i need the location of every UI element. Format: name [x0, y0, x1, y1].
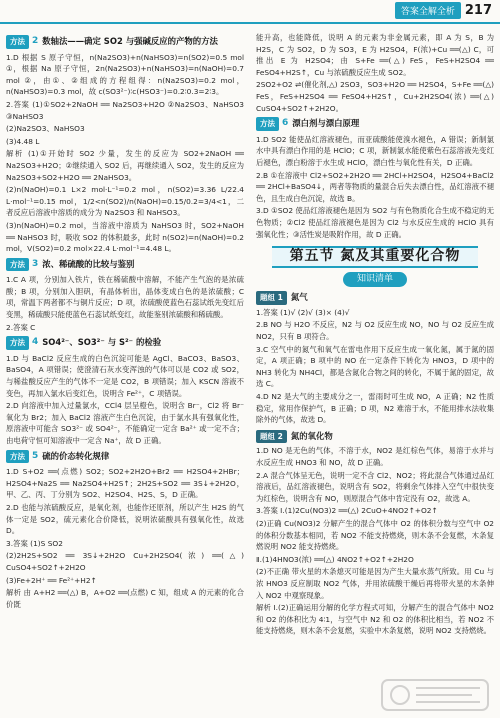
topic-title: 氮气 — [290, 292, 308, 303]
method-title: 数轴法——确定 SO2 与强碱反应的产物的方法 — [42, 36, 218, 46]
answer-paragraph: 解析 (1)①开始时 SO2 少量，发生的反应为 SO2+2NaOH ══ Na2SO3+H2O；②继续通入 SO2 后，再继续通入 SO2，发生的反应为 Na2SO3+SO2+H2O ══ 2NaHSO3。 — [6, 149, 244, 182]
method-title: 漂白剂与漂白原理 — [292, 118, 360, 129]
method-heading — [6, 450, 244, 464]
method-tag: 方法 — [6, 35, 29, 49]
method-number: 2 — [32, 36, 39, 46]
method-tag: 方法 — [6, 450, 29, 464]
answer-paragraph: 2.B ①在溶液中 Cl2+SO2+2H2O ══ 2HCl+H2SO4，H2SO4+BaCl2 ══ 2HCl+BaSO4↓，两者等物质的量混合后失去漂白性，品红溶液不褪色，且生成白色沉淀，故选 B。 — [256, 170, 494, 203]
answer-paragraph: 能升高，也能降低，说明 A 的元素为非金属元素，即 A 为 S，B 为 H2S，C 为 SO2，D 为 SO3，E 为 H2SO4，F(浓)+Cu ══(△) C，可推出 E 为 H2SO4；由 S+Fe ══(△) FeS，FeS+H2SO4 ══ FeSO4+H2S↑，Cu 与浓硫酸反应生成 SO2。 — [256, 33, 494, 77]
method-number: 5 — [32, 450, 39, 461]
answer-paragraph: 2.答案 (1)①SO2+2NaOH ══ Na2SO3+H2O ②Na2SO3、NaHSO3 ③NaHSO3 — [6, 99, 244, 121]
section-title: 第五节 氮及其重要化合物 — [272, 246, 479, 268]
answer-paragraph: (2)2H2S+SO2 ══ 3S↓+2H2O Cu+2H2SO4(浓) ══(△) CuSO4+SO2↑+2H2O — [6, 551, 244, 572]
topic-title: 氮的氧化物 — [290, 430, 333, 441]
right-bottom-block — [256, 291, 494, 637]
answer-paragraph: 解析 Ⅰ.(2)正确运用分解的化学方程式可知，分解产生的混合气体中 NO2 和 O2 的体积比为 4∶1，与空气中 N2 和 O2 的体积比相当，若 NO2 不能支持燃烧，则木条不会复燃，实验中木条复燃，说明 NO2 支持燃烧。 — [256, 603, 494, 636]
method-tag: 方法 — [256, 117, 279, 131]
answer-paragraph: (3)n(NaOH)=0.2 mol，当溶液中溶质为 NaHSO3 时，SO2+NaOH ══ NaHSO3 时，吸收 SO2 的体积最多，此时 n(SO2)=n(NaOH)=0.2 mol，V(SO2)=0.2 mol×22.4 L·mol⁻¹=4.48 L。 — [6, 220, 244, 254]
method-number: 6 — [282, 118, 289, 129]
answer-paragraph: Ⅱ.(1)4HNO3(浓) ══(△) 4NO2↑+O2↑+2H2O — [256, 554, 414, 564]
answer-paragraph: 1.D 根据 S 原子守恒，n(Na2SO3)+n(NaHSO3)=n(SO2)=0.5 mol ①，根据 Na 原子守恒，2n(Na2SO3)+n(NaHSO3)=n(NaOH)=0.7 mol ②，由①、②组成的方程组得：n(Na2SO3)=0.2 mol，n(NaHSO3)=0.3 mol，故 c(SO3²⁻)∶c(HSO3⁻)=0.2∶0.3=2∶3。 — [6, 52, 244, 97]
method-tag: 方法 — [6, 258, 29, 272]
answer-paragraph: 2.D 也能与浓硫酸反应，是氧化剂，也能作还原剂，所以产生 H2S 的气体一定是 SO2，硫元素化合价降低，说明浓硫酸具有强氧化性，故选 D。 — [6, 502, 244, 536]
answer-paragraph: 1.C A 项，分别加入铁片，铁在稀硫酸中溶解，不能产生气泡的是浓硫酸；B 项，分别加入胆矾，有晶体析出，晶体变成白色的是浓硫酸；C 项，常温下两者都不与铜片反应；D 项，浓硫酸使蓝色石蕊试纸先变红后变黑，稀硫酸只能使蓝色石蕊试纸变红，故能鉴别浓硫酸和稀硫酸。 — [6, 275, 244, 320]
left-column — [6, 32, 244, 712]
page-number: 217 — [464, 3, 492, 18]
method-heading — [6, 336, 244, 350]
answer-paragraph: 2.B NO 与 H2O 不反应，N2 与 O2 反应生成 NO，NO 与 O2 反应生成 NO2，只有 B 项符合。 — [256, 320, 494, 342]
topic-heading — [256, 291, 494, 305]
answer-paragraph: 3.D ①SO2 使品红溶液褪色是因为 SO2 与有色物质化合生成不稳定的无色物质；②Cl2 使品红溶液褪色是因为 Cl2 与水反应生成的 HClO 具有强氧化性；③活性炭是吸附作用，故 D 正确。 — [256, 206, 494, 239]
header-rule — [0, 22, 500, 24]
answer-paragraph: (2)正确 Cu(NO3)2 分解产生的混合气体中 O2 的体积分数与空气中 O2 的体积分数基本相同，若 NO2 不能支持燃烧，则木条不会复燃，木条复燃说明 NO2 能支持燃烧。 — [256, 518, 494, 552]
answer-paragraph: 3.答案 (1)S SO2 — [6, 538, 63, 548]
answer-paragraph: 1.D S+O2 ══(点燃) SO2；SO2+2H2O+Br2 ══ H2SO4+2HBr；H2SO4+Na2S ══ Na2SO4+H2S↑；2H2S+SO2 ══ 3S↓+2H2O，甲、乙、丙、丁分别为 SO2、H2SO4、H2S、S，D 正确。 — [6, 467, 244, 500]
answer-paragraph: (2)Na2SO3、NaHSO3 — [6, 124, 85, 134]
answer-paragraph: 1.D 与 BaCl2 反应生成的白色沉淀可能是 AgCl、BaCO3、BaSO3、BaSO4，A 项错误；使澄清石灰水变浑浊的气体可以是 CO2 或 SO2，与稀盐酸反应产生的气体不一定是 CO2，B 项错误；加入 KSCN 溶液不变色，再加入氯水后变红色，说明含 Fe²⁺，C 项错误。 — [6, 353, 244, 398]
answer-paragraph: 3.C 空气中的氮气和氧气在雷电作用下反应生成一氧化氮，属于氮的固定，A 项正确；B 项中的 NO 在一定条件下转化为 HNO3，D 项中的 NH3 转化为 NH4Cl，都是含氮化合物之间的转化，不属于氮的固定，故选 C。 — [256, 344, 494, 389]
header-label: 答案全解全析 — [395, 2, 461, 19]
right-top-block — [256, 32, 494, 240]
topic-badge: 题组 2 — [256, 430, 287, 444]
topic-badge: 题组 1 — [256, 291, 287, 305]
answer-paragraph: 3.答案 Ⅰ.(1)2Cu(NO3)2 ══(△) 2CuO+4NO2↑+O2↑ — [256, 506, 438, 516]
answer-paragraph: (2)n(NaOH)=0.1 L×2 mol·L⁻¹=0.2 mol，n(SO2)=3.36 L/22.4 L·mol⁻¹=0.15 mol，1/2<n(SO2)/n(NaOH)=0.15/0.2=3/4<1，二者反应后溶液中溶质的成分为 Na2SO3 和 NaHSO3。 — [6, 185, 244, 218]
answer-paragraph: (3)4.48 L — [6, 136, 40, 146]
right-column — [256, 32, 494, 712]
method-number: 4 — [32, 337, 39, 348]
answer-paragraph: 4.D N2 是大气的主要成分之一，雷雨时可生成 NO，A 正确；N2 性质稳定，常用作保护气，B 正确；D 项，N2 难溶于水，不能用排水法收集除外的气体，故选 D。 — [256, 392, 494, 425]
answer-paragraph: 1.D SO2 能使品红溶液褪色，而亚硫酸能使溴水褪色，A 错误；新制氯水中具有漂白作用的是 HClO；C 项，新制氯水能使紫色石蕊溶液先变红后褪色，漂白粉溶于水生成 HClO，漂白性与氧化性有关，D 正确。 — [256, 134, 494, 167]
answer-paragraph: (2)不正确 带火星的木条熄灭可能是因为产生大量水蒸气所致。用 Cu 与浓 HNO3 反应制取 NO2 气体，并用浓硫酸干燥后再将带火星的木条伸入 NO2 中观察现象。 — [256, 567, 494, 600]
section-banner — [256, 246, 494, 287]
method-number: 3 — [32, 258, 39, 269]
method-heading — [6, 258, 244, 272]
topic-heading — [256, 430, 494, 444]
method-title: 浓、稀硫酸的比较与鉴别 — [42, 258, 135, 269]
answer-paragraph: 2.D 向溶液中加入过量氯水，CCl4 层呈橙色，说明含 Br⁻，Cl2 将 Br⁻ 氧化为 Br2；加入 BaCl2 溶液产生白色沉淀，由于氯水具有强氧化性，原溶液中可能含 SO3²⁻ 或 SO4²⁻，不能确定一定含 Ba²⁺ 或一定不含；由电荷守恒可知溶液中一定含 Na⁺，故 D 正确。 — [6, 401, 244, 445]
header-tag — [395, 2, 492, 19]
answer-paragraph: 解析 由 A+H2 ══(△) B，A+O2 ══(点燃) C 知，组成 A 的元素的化合价既 — [6, 588, 244, 609]
page-header — [0, 0, 500, 26]
method-heading — [6, 35, 244, 49]
method-title: 硫的价态转化规律 — [42, 450, 110, 461]
answer-paragraph: 2SO2+O2 ⇌(催化剂,△) 2SO3，SO3+H2O ══ H2SO4，S+Fe ══(△) FeS，FeS+H2SO4 ══ FeSO4+H2S↑，Cu+2H2SO4(浓) ══(△) CuSO4+SO2↑+2H2O。 — [256, 80, 494, 113]
watermark-stamp-icon — [380, 678, 490, 712]
method-tag: 方法 — [6, 336, 29, 350]
method-title: SO4²⁻、SO3²⁻ 与 S²⁻ 的检验 — [42, 337, 162, 348]
answer-paragraph: 1.答案 (1)√ (2)√ (3)× (4)√ — [256, 307, 350, 317]
section-subtitle: 知识清单 — [343, 272, 407, 288]
answer-paragraph: 2.答案 C — [6, 322, 36, 332]
answer-paragraph: (3)Fe+2H⁺ ══ Fe²⁺+H2↑ — [6, 575, 97, 585]
answer-paragraph: 1.D NO 是无色的气体，不溶于水，NO2 是红棕色气体，易溶于水并与水反应生成 HNO3 和 NO，故 D 正确。 — [256, 446, 494, 467]
method-heading — [256, 117, 494, 131]
answer-paragraph: 2.A 混合气体呈无色，说明一定不含 Cl2、NO2；将此混合气体通过品红溶液后，品红溶液褪色，说明含有 SO2，将剩余气体排入空气中很快变为红棕色，说明含有 NO，则原混合气体中肯定没有 O2，故选 A。 — [256, 470, 494, 503]
